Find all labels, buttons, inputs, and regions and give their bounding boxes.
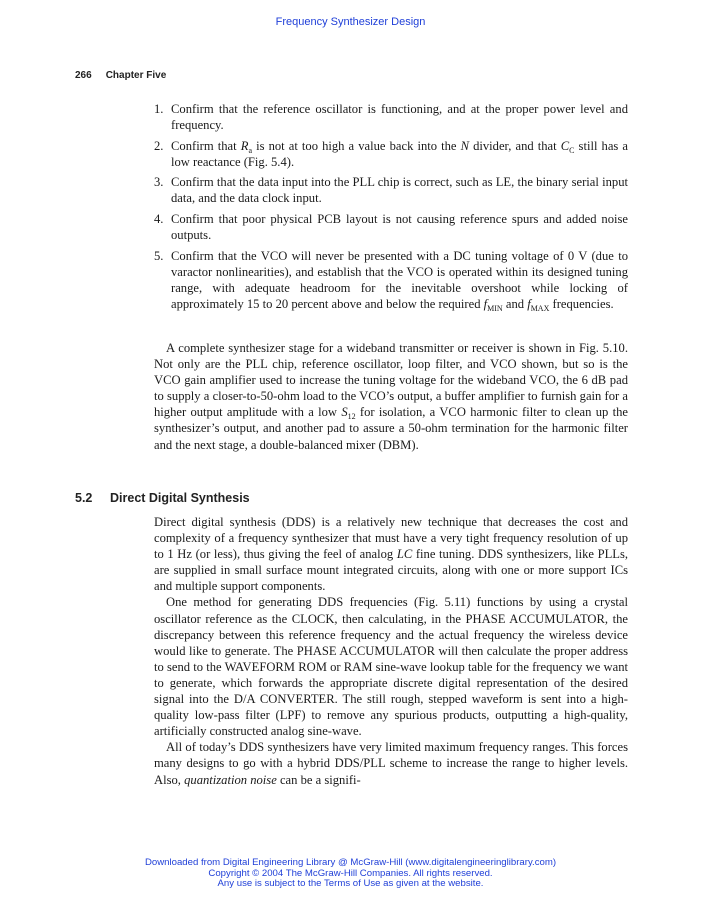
section-body: [154, 514, 628, 788]
list-item: [154, 101, 628, 133]
symbol-n: N: [460, 138, 469, 153]
subscript-min: MIN: [487, 304, 503, 314]
list-text: is not at too high a value back into the: [252, 138, 461, 153]
subscript-a: a: [248, 145, 252, 155]
subscript-c: C: [569, 145, 575, 155]
list-number: 3.: [154, 175, 164, 190]
symbol-s: S: [341, 405, 348, 420]
list-text: divider, and that: [469, 138, 561, 153]
paragraph-text: All of today’s DDS synthesizers have very limited maximum frequency ranges. This forces many designs to go with a hybrid DDS/PLL scheme to increase the range to higher levels. Also,: [154, 740, 628, 787]
paragraph-text: A complete synthesizer stage for a wideband transmitter or receiver is shown in Fig. 5.10. Not only are the PLL chip, reference oscillator, loop filter, and VCO shown, but so is the VCO gain amplifier used to increase the tuning voltage for the wideband VCO, the 6 dB pad to supply a closer-to-50-ohm load to the VCO’s output, a buffer amplifier to furnish gain for a higher output amplitude with a low: [154, 341, 628, 420]
list-item: [154, 174, 628, 206]
symbol-r: R: [240, 138, 249, 153]
section-title: Direct Digital Synthesis: [110, 491, 250, 505]
list-number: 5.: [154, 248, 164, 263]
paragraph-text: Direct digital synthesis (DDS) is a relatively new technique that decreases the cost and complexity of a frequency synthesizer that must have a very tight frequency resolution of up to 1 Hz (or less), thus giving the feel of analog: [154, 515, 628, 562]
subscript-max: MAX: [530, 304, 550, 314]
page-header: [75, 70, 166, 81]
footer: [0, 858, 701, 890]
list-text: frequencies.: [549, 297, 614, 312]
paragraph: One method for generating DDS frequencies (Fig. 5.11) functions by using a crystal oscillator reference as the CLOCK, then calculating, in the PHASE ACCUMULATOR, the discrepancy between this reference frequency and the actual frequency the wireless device would like to generate. The PHASE ACCUMULATOR will then calculate the proper address to send to the WAVEFORM ROM or RAM sine-wave lookup table for the frequency we want to generate, which forwards the appropriate discrete digital representation of the desired signal into the D/A CONVERTER. The still rough, stepped waveform is sent into a high-quality low-pass filter (LPF) to remove any spurious products, outputting a high-quality, artificially constructed analog sine-wave.: [154, 595, 628, 739]
list-text: and: [502, 297, 528, 312]
list-text: Confirm that: [171, 138, 241, 153]
running-header: Frequency Synthesizer Design: [275, 16, 426, 28]
footer-download-line[interactable]: Downloaded from Digital Engineering Library @ McGraw-Hill (www.digitalengineeringlibrary.com): [144, 857, 557, 868]
list-item: [154, 248, 628, 312]
subscript-12: 12: [347, 412, 356, 422]
list-text: Confirm that the data input into the PLL chip is correct, such as LE, the binary serial input data, and the data clock input.: [171, 175, 628, 206]
list-number: 1.: [154, 102, 164, 116]
list-item: [154, 211, 628, 243]
paragraph-text: can be a signifi-: [276, 772, 361, 787]
paragraph-text: for isolation, a VCO harmonic filter to clean up the synthesizer’s output, and another pad to assure a 50-ohm termination for the harmonic filter and the next stage, a double-balanced mixer (DBM).: [154, 405, 628, 452]
symbol-c: C: [560, 138, 570, 153]
list-text: Confirm that the VCO will never be presented with a DC tuning voltage of 0 V (due to varactor nonlinearities), and establish that the VCO is operated within its designed tuning range, with adequate headroom for the inevitable overshoot while locking of approximately 15 to 20 percent above and below the required: [171, 248, 628, 312]
symbol-lc: LC: [396, 547, 413, 562]
list-number: 4.: [154, 212, 164, 227]
list-text: Confirm that the reference oscillator is functioning, and at the proper power level and frequency.: [171, 102, 628, 133]
footer-copyright-line: Copyright © 2004 The McGraw-Hill Companies. All rights reserved.: [208, 867, 493, 879]
emphasis-quantization-noise: quantization noise: [184, 772, 277, 787]
chapter-label: Chapter Five: [105, 70, 167, 81]
list-number: 2.: [154, 138, 164, 153]
checklist-block: [154, 101, 628, 317]
page-number: 266: [75, 70, 92, 81]
symbol-f: f: [483, 297, 488, 312]
section-heading: [75, 491, 250, 505]
list-text: Confirm that poor physical PCB layout is not causing reference spurs and added noise outputs.: [171, 212, 628, 243]
symbol-f: f: [527, 297, 531, 312]
section-number: 5.2: [75, 491, 93, 505]
paragraph-synthesizer-stage: [154, 340, 628, 453]
list-item: [154, 138, 628, 170]
footer-terms-line[interactable]: Any use is subject to the Terms of Use as given at the website.: [217, 878, 484, 890]
paragraph: [154, 514, 628, 594]
checklist: [154, 101, 628, 312]
paragraph: [154, 340, 628, 453]
list-text: still has a low reactance (Fig. 5.4).: [171, 138, 628, 169]
paragraph: [154, 739, 628, 787]
paragraph-text: fine tuning. DDS synthesizers, like PLLs, are supplied in small surface mount integrated circuits, along with one or more support ICs and multiple support components.: [154, 547, 629, 594]
